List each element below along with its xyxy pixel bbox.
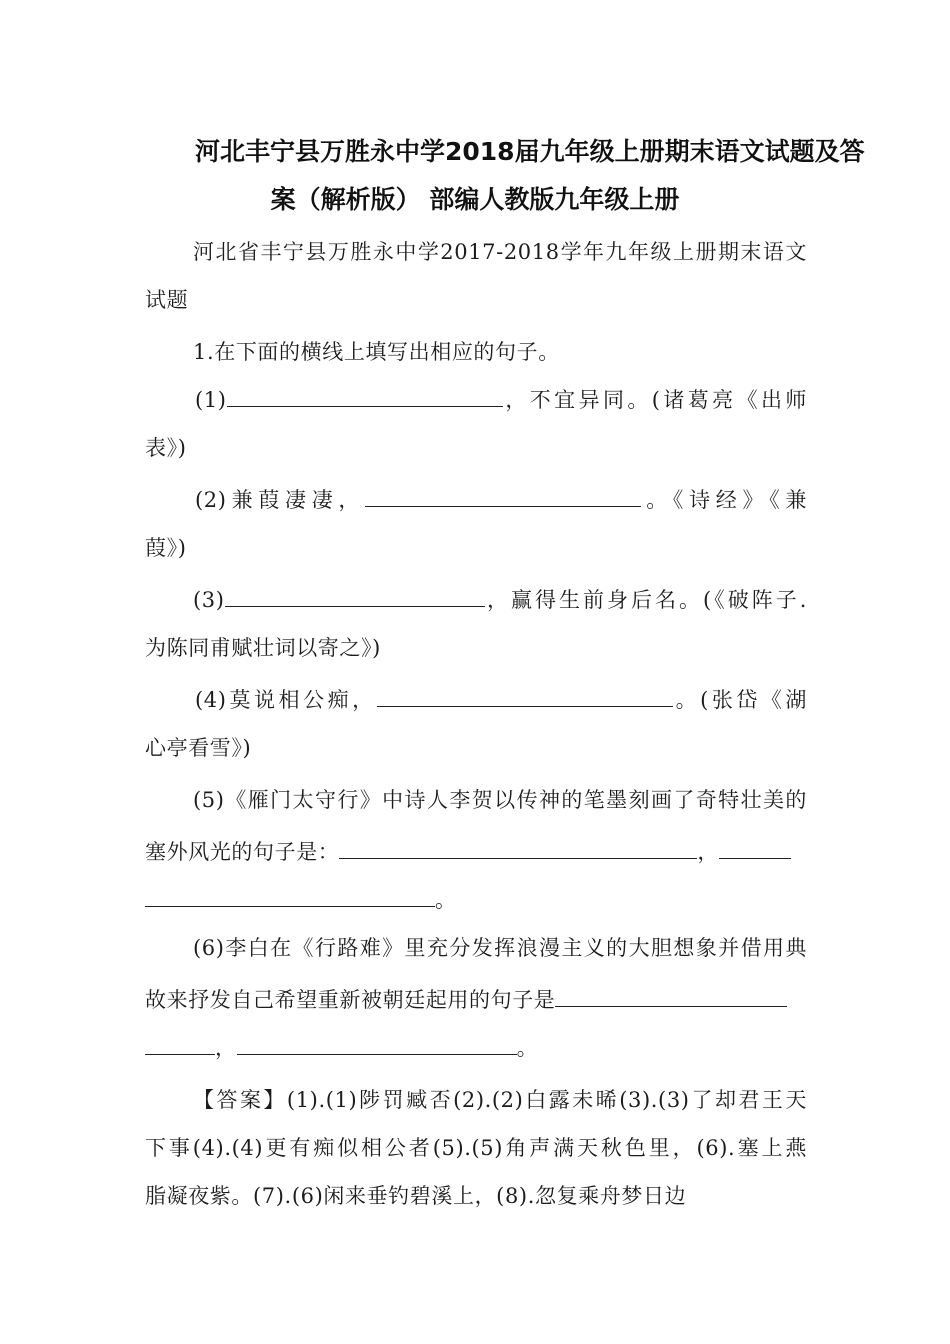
question-item-3-line-2: 为陈同甫赋壮词以寄之》) — [145, 636, 381, 660]
item-6-blank-2[interactable] — [237, 1032, 517, 1055]
item-1-prefix: (1) — [195, 388, 227, 412]
item-1-blank[interactable] — [227, 384, 503, 407]
question-stem: 1.在下面的横线上填写出相应的句子。 — [193, 340, 560, 364]
item-3-blank[interactable] — [225, 584, 485, 607]
item-4-blank[interactable] — [377, 684, 673, 707]
question-item-2-line-1 — [145, 484, 807, 516]
question-item-6-line-1: (6)李白在《行路难》里充分发挥浪漫主义的大胆想象并借用典 — [193, 936, 807, 960]
question-item-1-line-2: 表》) — [145, 436, 187, 460]
question-item-5-line-1: (5)《雁门太守行》中诗人李贺以传神的笔墨刻画了奇特壮美的 — [193, 788, 807, 812]
answer-line-2: 下事(4).(4)更有痴似相公者(5).(5)角声满天秋色里，(6).塞上燕 — [145, 1136, 807, 1160]
question-item-6-line-3 — [145, 1032, 807, 1064]
item-5-comma: ， — [697, 840, 720, 864]
document-title-line-2: 案（解析版） 部编人教版九年级上册 — [270, 185, 680, 214]
item-6-blank-1-end[interactable] — [145, 1032, 215, 1055]
question-item-2-line-2: 葭》) — [145, 536, 187, 560]
question-item-6-line-2 — [145, 984, 807, 1016]
question-item-3-line-1 — [145, 584, 807, 616]
question-item-4-line-1 — [145, 684, 807, 716]
item-6-blank-1-start[interactable] — [555, 984, 787, 1007]
item-6-prefix: 故来抒发自己希望重新被朝廷起用的句子是 — [145, 988, 556, 1012]
item-4-prefix: (4)莫说相公痴， — [195, 688, 377, 712]
item-3-prefix: (3) — [193, 588, 225, 612]
intro-line-2: 试题 — [145, 288, 189, 312]
item-2-suffix: 。《诗经》《兼 — [641, 488, 807, 512]
item-5-blank-2-start[interactable] — [719, 836, 791, 859]
item-1-suffix: ，不宜异同。(诸葛亮《出师 — [502, 388, 807, 412]
item-5-prefix: 塞外风光的句子是： — [145, 840, 340, 864]
item-6-comma: ， — [215, 1036, 237, 1060]
item-4-suffix: 。(张岱《湖 — [672, 688, 807, 712]
item-6-end: 。 — [516, 1036, 539, 1060]
question-item-5-line-2 — [145, 836, 807, 868]
item-3-suffix: ，赢得生前身后名。(《破阵子. — [484, 588, 807, 612]
question-item-4-line-2: 心亭看雪》) — [145, 736, 252, 760]
answer-line-1: 【答案】(1).(1)陟罚臧否(2).(2)白露未晞(3).(3)了却君王天 — [193, 1088, 807, 1112]
item-5-blank-1[interactable] — [339, 836, 697, 859]
question-item-1-line-1 — [145, 384, 807, 416]
intro-line-1: 河北省丰宁县万胜永中学2017-2018学年九年级上册期末语文 — [193, 240, 807, 264]
item-5-blank-2-end[interactable] — [145, 884, 435, 907]
item-5-end: 。 — [435, 888, 457, 912]
item-2-prefix: (2)兼葭凄凄， — [195, 488, 366, 512]
answer-line-3: 脂凝夜紫。(7).(6)闲来垂钓碧溪上，(8).忽复乘舟梦日边 — [145, 1184, 687, 1208]
item-2-blank[interactable] — [365, 484, 641, 507]
question-item-5-line-3 — [145, 884, 807, 916]
document-title-line-1: 河北丰宁县万胜永中学2018届九年级上册期末语文试题及答 — [195, 137, 865, 166]
